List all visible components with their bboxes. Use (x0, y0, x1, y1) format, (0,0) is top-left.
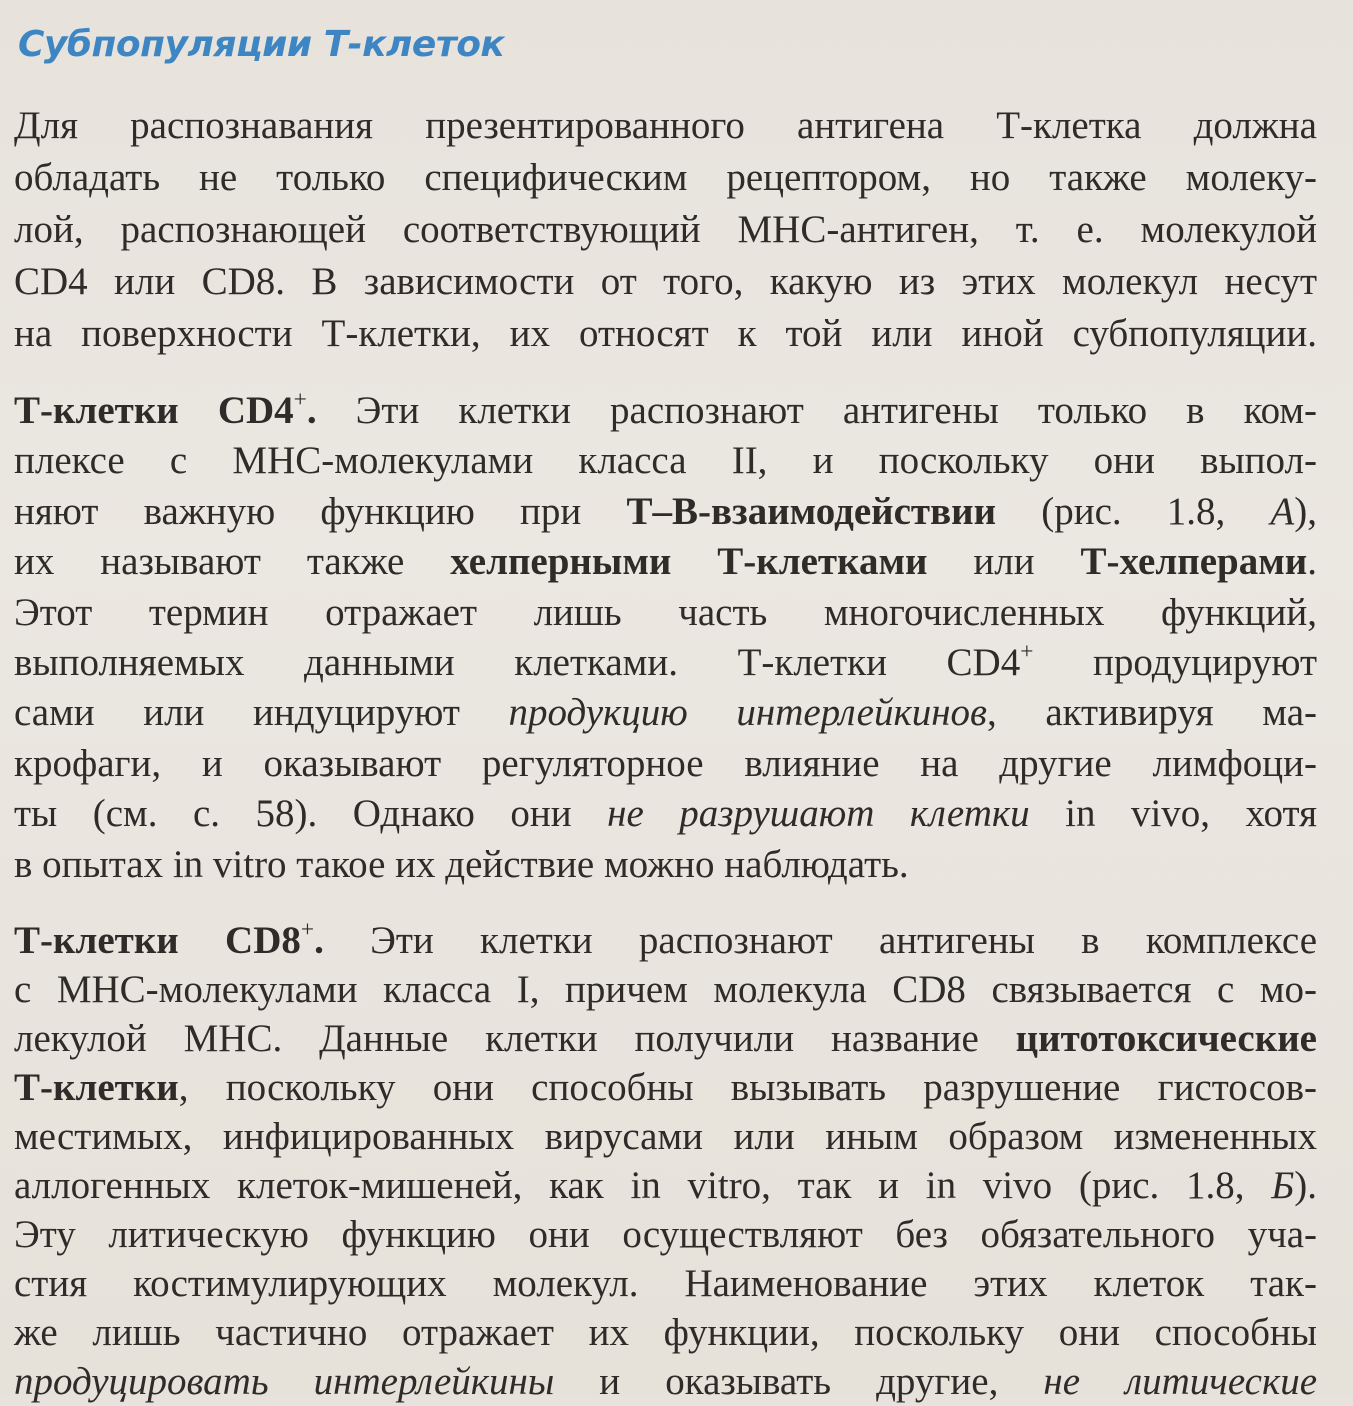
paragraph-intro (14, 100, 1317, 360)
text-run: лекулой МНС. Данные клетки получили название (14, 1017, 1016, 1061)
text-line: на поверхности Т-клетки, их относят к той или иной субпопуляции. (14, 312, 1317, 355)
text-run: ), (1294, 489, 1317, 533)
text-run: и оказывать другие, (554, 1360, 1044, 1404)
text-line (14, 487, 1317, 537)
text-run: аллогенных клеток-мишеней, как in vitro, так и in vivo (рис. 1.8, (14, 1164, 1272, 1208)
figure-ref-b: Б (1271, 1164, 1295, 1208)
text-run: ты (см. с. 58). Однако они (14, 792, 608, 836)
emphasis-produce-interleukins: продуцировать интерлейкины (14, 1360, 555, 1404)
text-line: в опытах in vitro такое их действие можно наблюдать. (14, 842, 909, 886)
text-run: ). (1294, 1164, 1317, 1208)
term-period: . (306, 389, 317, 432)
superscript-plus: + (1020, 638, 1034, 665)
text-line: лой, распознающей соответствующий МНС-антиген, т. е. молекулой (14, 208, 1317, 251)
text-run: (рис. 1.8, (996, 489, 1271, 533)
text-run: Эти клетки распознают антигены в комплексе (323, 919, 1317, 963)
text-line: Этот термин отражает лишь часть многочисленных функций, (14, 590, 1317, 634)
term-cytotoxic: цитотоксические (1015, 1017, 1317, 1061)
text-line (14, 1063, 1317, 1112)
text-run: . (1307, 540, 1317, 584)
text-line: обладать не только специфическим рецептором, но также молеку- (14, 156, 1317, 199)
text-run: их называют также (14, 540, 451, 584)
emphasis-interleukin-production: продукцию интерлейкинов (508, 691, 987, 735)
text-line: местимых, инфицированных вирусами или иным образом измененных (14, 1115, 1317, 1159)
text-line: же лишь частично отражает их функции, поскольку они способны (14, 1311, 1317, 1355)
text-run: сами или индуцируют (14, 691, 509, 735)
emphasis-non-lytic: не литические (1043, 1360, 1318, 1404)
text-line (14, 1357, 1317, 1406)
text-line: с МНС-молекулами класса I, причем молекула CD8 связывается с мо- (14, 968, 1317, 1012)
term-cd8: Т-клетки CD8 (14, 919, 301, 963)
text-line: Для распознавания презентированного антигена Т-клетка должна (14, 104, 1317, 147)
figure-ref-a: А (1270, 489, 1295, 533)
text-run: , поскольку они способны вызывать разрушение гистосов- (178, 1066, 1317, 1110)
text-run: няют важную функцию при (14, 489, 627, 533)
superscript-plus: + (300, 916, 315, 943)
term-tb-interaction: Т–В-взаимодействии (626, 489, 997, 533)
text-line (14, 386, 1317, 436)
text-line (14, 638, 1317, 688)
text-line: CD4 или CD8. В зависимости от того, какую из этих молекул несут (14, 260, 1317, 303)
text-line (14, 1014, 1317, 1063)
text-line (14, 1161, 1317, 1210)
paragraph-cd4 (14, 386, 1317, 890)
term-t-cells: Т-клетки (14, 1066, 179, 1110)
text-line (14, 916, 1317, 965)
emphasis-do-not-destroy: не разрушают клетки (607, 792, 1030, 836)
text-line (14, 537, 1317, 587)
section-heading: Субпопуляции Т-клеток (18, 24, 505, 65)
superscript-plus: + (293, 386, 307, 413)
text-run: продуцируют (1033, 641, 1318, 685)
text-line: стия костимулирующих молекул. Наименование этих клеток так- (14, 1262, 1317, 1306)
text-run: или (927, 540, 1081, 584)
term-cd4: Т-клетки CD4 (14, 389, 294, 432)
term-helper-cells: хелперными Т-клетками (450, 540, 928, 584)
text-line (14, 688, 1317, 738)
term-t-helpers: Т-хелперами (1080, 540, 1308, 584)
text-line: плексе с МНС-молекулами класса II, и поскольку они выпол- (14, 439, 1317, 483)
text-run: , активируя ма- (987, 691, 1317, 735)
text-run: Эти клетки распознают антигены только в ком- (316, 389, 1318, 432)
text-run: выполняемых данными клетками. Т-клетки CD4 (14, 641, 1021, 685)
term-period: . (314, 919, 324, 963)
paragraph-cd8 (14, 916, 1317, 1406)
text-run: in vivo, хотя (1029, 792, 1318, 836)
text-line (14, 789, 1317, 839)
text-line: Эту литическую функцию они осуществляют без обязательного уча- (14, 1213, 1317, 1257)
text-line: крофаги, и оказывают регуляторное влияние на другие лимфоци- (14, 741, 1317, 785)
